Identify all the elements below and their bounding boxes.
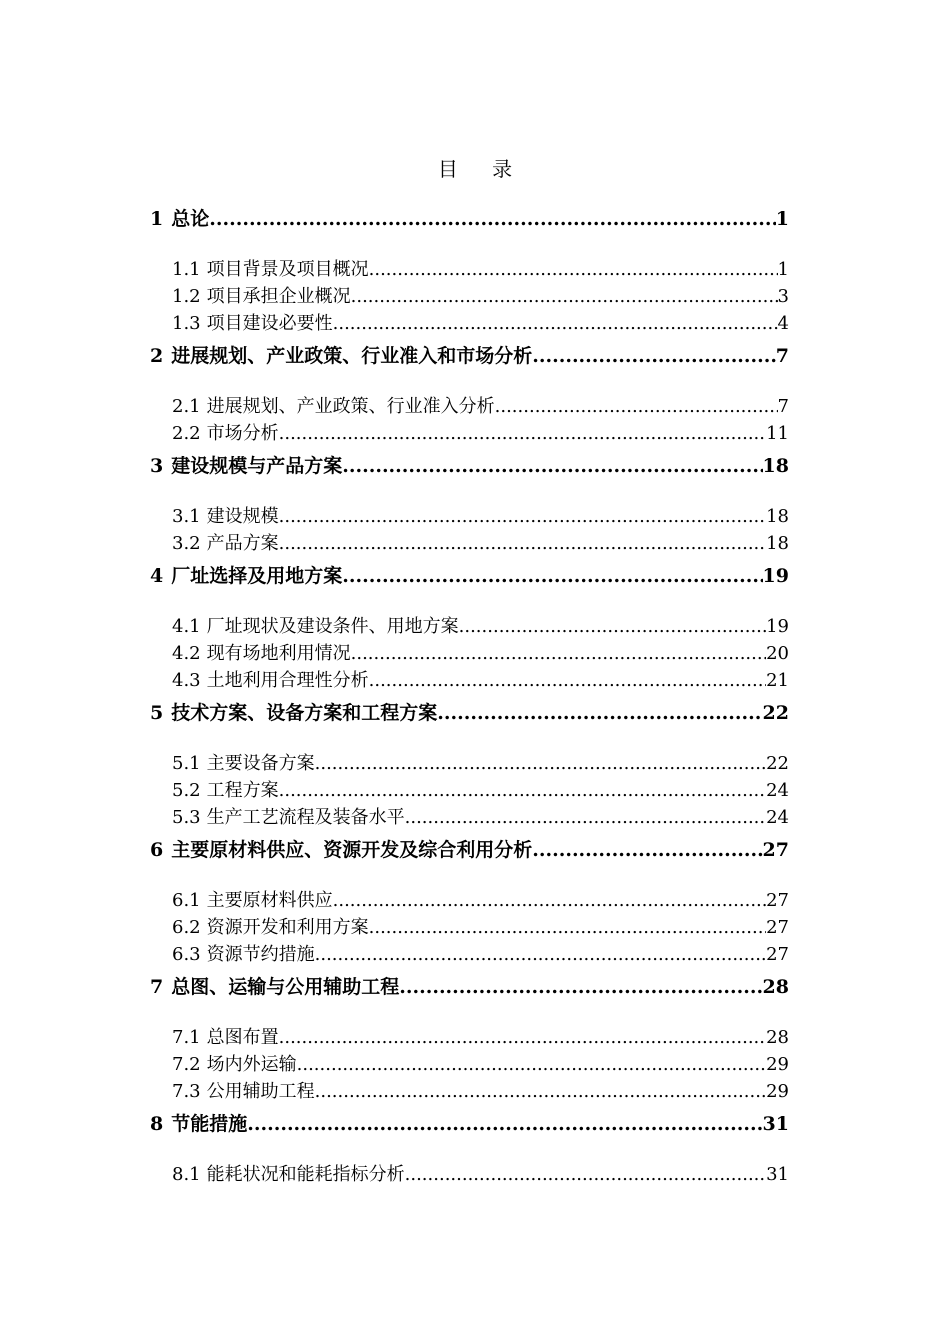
- toc-entry-number: 5.1: [172, 753, 201, 774]
- toc-entry-number: 5: [150, 702, 164, 724]
- toc-chapter[interactable]: [150, 1111, 789, 1138]
- toc-chapter[interactable]: [150, 453, 789, 480]
- toc-entry-leader: [369, 256, 778, 283]
- toc-section[interactable]: [150, 887, 789, 914]
- toc-entry-page: 18: [766, 506, 789, 527]
- toc-entry-leader: [399, 974, 762, 1001]
- toc-section[interactable]: [150, 613, 789, 640]
- toc-section[interactable]: [150, 667, 789, 694]
- toc-entry-number: 8.1: [172, 1164, 201, 1185]
- toc-entry-title: 建设规模: [206, 506, 279, 527]
- toc-section[interactable]: [150, 640, 789, 667]
- toc-entry-page: 24: [766, 807, 789, 828]
- toc-entry-number: 4.3: [172, 670, 201, 691]
- table-of-contents: [150, 200, 789, 1188]
- toc-section[interactable]: [150, 420, 789, 447]
- toc-entry-page: 27: [766, 917, 789, 938]
- toc-entry-number: 6: [150, 839, 164, 861]
- toc-entry-number: 6.2: [172, 917, 201, 938]
- toc-entry-page: 28: [766, 1027, 789, 1048]
- toc-entry-title: 工程方案: [206, 780, 279, 801]
- toc-entry-page: 1: [777, 259, 789, 280]
- toc-entry-number: 1.1: [172, 259, 201, 280]
- toc-entry-page: 29: [766, 1054, 789, 1075]
- page-title: 目 录: [437, 157, 527, 181]
- toc-entry-number: 7: [150, 976, 164, 998]
- toc-entry-leader: [405, 1161, 766, 1188]
- toc-entry-leader: [279, 503, 766, 530]
- toc-entry-leader: [532, 343, 776, 370]
- toc-section[interactable]: [150, 283, 789, 310]
- toc-entry-title: 现有场地利用情况: [206, 643, 351, 664]
- toc-entry-number: 4.1: [172, 616, 201, 637]
- toc-entry-number: 3: [150, 455, 164, 477]
- toc-entry-title: 土地利用合理性分析: [206, 670, 369, 691]
- toc-entry-title: 总图、运输与公用辅助工程: [171, 976, 400, 998]
- toc-entry-leader: [351, 640, 766, 667]
- toc-entry-title: 主要设备方案: [206, 753, 315, 774]
- toc-entry-page: 29: [766, 1081, 789, 1102]
- toc-chapter[interactable]: [150, 700, 789, 727]
- toc-entry-leader: [279, 1024, 766, 1051]
- toc-section[interactable]: [150, 777, 789, 804]
- toc-entry-title: 节能措施: [171, 1113, 248, 1135]
- toc-entry-page: 27: [766, 944, 789, 965]
- toc-entry-leader: [315, 1078, 766, 1105]
- toc-entry-number: 2: [150, 345, 164, 367]
- toc-entry-leader: [333, 310, 778, 337]
- toc-entry-number: 8: [150, 1113, 164, 1135]
- toc-section[interactable]: [150, 1024, 789, 1051]
- toc-entry-page: 3: [777, 286, 789, 307]
- toc-section[interactable]: [150, 503, 789, 530]
- toc-entry-title: 进展规划、产业政策、行业准入和市场分析: [171, 345, 533, 367]
- toc-entry-leader: [342, 453, 762, 480]
- toc-section[interactable]: [150, 1078, 789, 1105]
- toc-entry-leader: [279, 420, 766, 447]
- toc-entry-leader: [369, 667, 766, 694]
- toc-entry-title: 资源节约措施: [206, 944, 315, 965]
- toc-entry-page: 21: [766, 670, 789, 691]
- toc-entry-leader: [369, 914, 766, 941]
- toc-entry-page: 7: [775, 345, 789, 367]
- toc-entry-page: 24: [766, 780, 789, 801]
- toc-entry-page: 31: [766, 1164, 789, 1185]
- toc-entry-leader: [495, 393, 778, 420]
- toc-entry-title: 项目建设必要性: [206, 313, 333, 334]
- toc-chapter[interactable]: [150, 837, 789, 864]
- toc-entry-title: 总论: [171, 208, 210, 230]
- toc-entry-number: 5.3: [172, 807, 201, 828]
- toc-entry-title: 产品方案: [206, 533, 279, 554]
- toc-entry-title: 公用辅助工程: [206, 1081, 315, 1102]
- toc-section[interactable]: [150, 1051, 789, 1078]
- toc-entry-title: 厂址选择及用地方案: [171, 565, 343, 587]
- toc-entry-leader: [247, 1111, 762, 1138]
- toc-entry-number: 7.2: [172, 1054, 201, 1075]
- toc-entry-title: 主要原材料供应、资源开发及综合利用分析: [171, 839, 533, 861]
- toc-entry-number: 1.3: [172, 313, 201, 334]
- toc-entry-title: 生产工艺流程及装备水平: [206, 807, 405, 828]
- toc-entry-number: 4: [150, 565, 164, 587]
- toc-entry-leader: [209, 206, 776, 233]
- toc-entry-leader: [297, 1051, 766, 1078]
- toc-entry-title: 进展规划、产业政策、行业准入分析: [206, 396, 495, 417]
- toc-entry-page: 18: [766, 533, 789, 554]
- toc-entry-page: 31: [762, 1113, 789, 1135]
- toc-entry-title: 场内外运输: [206, 1054, 297, 1075]
- toc-section[interactable]: [150, 310, 789, 337]
- toc-entry-leader: [437, 700, 762, 727]
- toc-entry-number: 1: [150, 208, 164, 230]
- toc-section[interactable]: [150, 1161, 789, 1188]
- toc-entry-number: 5.2: [172, 780, 201, 801]
- toc-entry-leader: [532, 837, 762, 864]
- toc-entry-number: 2.2: [172, 423, 201, 444]
- toc-entry-title: 建设规模与产品方案: [171, 455, 343, 477]
- toc-entry-title: 技术方案、设备方案和工程方案: [171, 702, 438, 724]
- toc-entry-page: 4: [777, 313, 789, 334]
- toc-entry-leader: [342, 563, 762, 590]
- toc-entry-title: 项目背景及项目概况: [206, 259, 369, 280]
- toc-entry-title: 资源开发和利用方案: [206, 917, 369, 938]
- toc-entry-page: 7: [777, 396, 789, 417]
- toc-chapter[interactable]: [150, 563, 789, 590]
- toc-entry-page: 20: [766, 643, 789, 664]
- toc-entry-leader: [315, 941, 766, 968]
- toc-entry-number: 6.1: [172, 890, 201, 911]
- toc-entry-page: 22: [762, 702, 789, 724]
- toc-section[interactable]: [150, 256, 789, 283]
- toc-entry-number: 3.1: [172, 506, 201, 527]
- toc-chapter[interactable]: [150, 343, 789, 370]
- toc-entry-leader: [459, 613, 766, 640]
- toc-section[interactable]: [150, 914, 789, 941]
- toc-entry-page: 19: [762, 565, 789, 587]
- toc-section[interactable]: [150, 804, 789, 831]
- toc-entry-page: 28: [762, 976, 789, 998]
- toc-entry-leader: [351, 283, 778, 310]
- toc-entry-title: 主要原材料供应: [206, 890, 333, 911]
- toc-entry-leader: [405, 804, 766, 831]
- toc-entry-page: 22: [766, 753, 789, 774]
- toc-entry-page: 11: [766, 423, 789, 444]
- toc-entry-leader: [315, 750, 766, 777]
- toc-entry-page: 18: [762, 455, 789, 477]
- toc-entry-leader: [333, 887, 766, 914]
- toc-entry-title: 能耗状况和能耗指标分析: [206, 1164, 405, 1185]
- toc-entry-number: 7.1: [172, 1027, 201, 1048]
- toc-entry-number: 1.2: [172, 286, 201, 307]
- toc-entry-page: 19: [766, 616, 789, 637]
- toc-entry-title: 总图布置: [206, 1027, 279, 1048]
- toc-section[interactable]: [150, 530, 789, 557]
- toc-entry-page: 27: [766, 890, 789, 911]
- toc-entry-number: 4.2: [172, 643, 201, 664]
- toc-entry-page: 1: [775, 208, 789, 230]
- toc-section[interactable]: [150, 393, 789, 420]
- toc-section[interactable]: [150, 750, 789, 777]
- toc-entry-number: 6.3: [172, 944, 201, 965]
- toc-chapter[interactable]: [150, 206, 789, 233]
- toc-entry-leader: [279, 530, 766, 557]
- toc-entry-leader: [279, 777, 766, 804]
- toc-chapter[interactable]: [150, 974, 789, 1001]
- toc-entry-title: 项目承担企业概况: [206, 286, 351, 307]
- toc-entry-number: 2.1: [172, 396, 201, 417]
- toc-entry-title: 市场分析: [206, 423, 279, 444]
- toc-section[interactable]: [150, 941, 789, 968]
- toc-entry-page: 27: [762, 839, 789, 861]
- toc-entry-number: 3.2: [172, 533, 201, 554]
- toc-entry-title: 厂址现状及建设条件、用地方案: [206, 616, 459, 637]
- toc-entry-number: 7.3: [172, 1081, 201, 1102]
